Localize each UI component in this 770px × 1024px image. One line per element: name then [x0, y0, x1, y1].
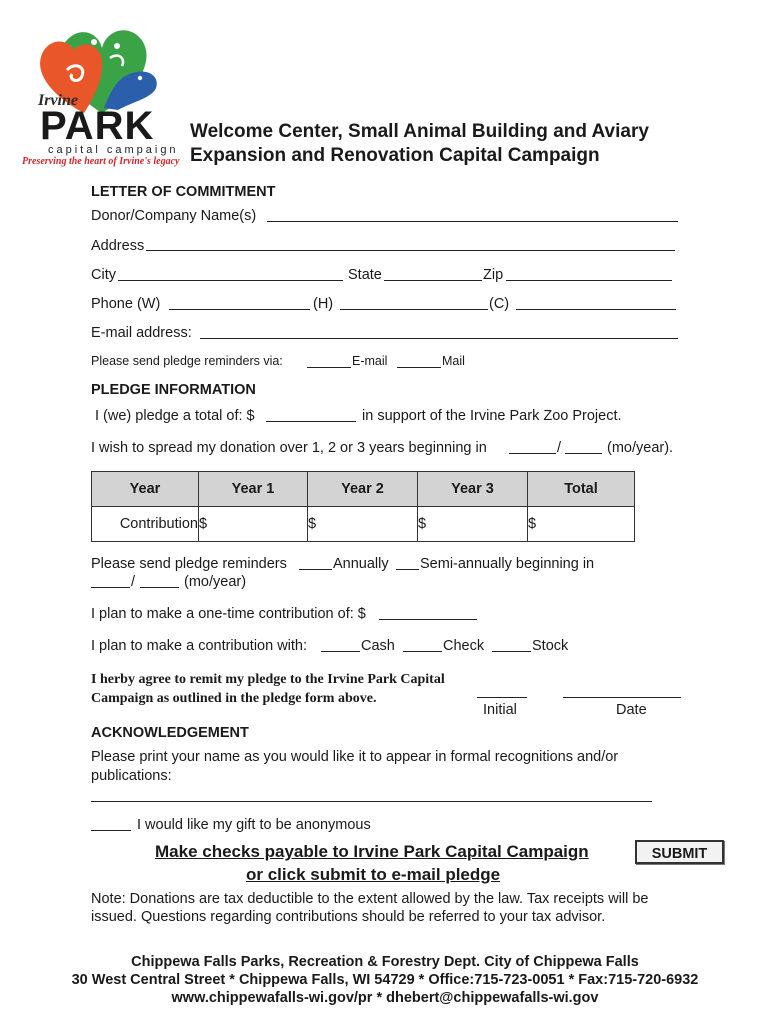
- reminders-annually-label: Annually: [333, 556, 389, 572]
- initial-label: Initial: [483, 702, 517, 718]
- logo-script-text: Irvine: [38, 92, 78, 109]
- reminder-email-label: E-mail: [352, 354, 388, 368]
- table-header-year3: Year 3: [418, 472, 528, 507]
- currency-symbol: $: [308, 516, 317, 532]
- reminders-slash: /: [131, 574, 136, 590]
- initial-field[interactable]: [477, 683, 527, 698]
- state-label: State: [348, 267, 382, 283]
- acknowledgement-instruction-1: Please print your name as you would like it to appear in formal recognitions and/or: [91, 749, 619, 765]
- reminders-suffix: (mo/year): [184, 574, 247, 590]
- page-title-line1: Welcome Center, Small Animal Building and Aviary: [190, 121, 649, 142]
- city-field[interactable]: [118, 266, 343, 281]
- address-label: Address: [91, 238, 145, 254]
- reminders-year-field[interactable]: [140, 573, 179, 588]
- email-label: E-mail address:: [91, 325, 192, 341]
- tax-note-line1: Note: Donations are tax deductible to the extent allowed by the law. Tax receipts will be: [91, 891, 649, 907]
- table-row: [92, 507, 635, 542]
- onetime-label: I plan to make a one-time contribution of: $: [91, 606, 366, 622]
- table-header-row: [92, 472, 635, 507]
- reminders-semi-label: Semi-annually beginning in: [420, 556, 595, 572]
- phone-work-label: Phone (W): [91, 296, 161, 312]
- spread-slash: /: [557, 440, 562, 456]
- pledge-total-field[interactable]: [266, 407, 356, 422]
- footer-line2: 30 West Central Street * Chippewa Falls, WI 54729 * Office:715-723-0051 * Fax:715-720-6932: [71, 972, 699, 988]
- tax-note-line2: issued. Questions regarding contributions should be referred to your tax advisor.: [91, 909, 606, 925]
- zip-field[interactable]: [506, 266, 672, 281]
- reminder-email-blank[interactable]: [307, 353, 351, 368]
- spread-year-field[interactable]: [565, 439, 602, 454]
- submit-button[interactable]: SUBMIT: [635, 840, 724, 864]
- donor-name-field[interactable]: [267, 207, 678, 222]
- state-field[interactable]: [384, 266, 482, 281]
- spread-month-field[interactable]: [509, 439, 556, 454]
- pledge-schedule-table: [91, 471, 635, 542]
- pledge-heading: PLEDGE INFORMATION: [91, 382, 256, 398]
- year3-amount-cell[interactable]: [418, 507, 528, 542]
- footer-line1: Chippewa Falls Parks, Recreation & Forestry Dept. City of Chippewa Falls: [131, 954, 639, 970]
- total-amount-cell[interactable]: [528, 507, 635, 542]
- acknowledgement-instruction-2: publications:: [91, 768, 172, 784]
- year2-amount-cell[interactable]: [308, 507, 418, 542]
- page-title-line2: Expansion and Renovation Capital Campaign: [190, 145, 600, 166]
- method-cash-blank[interactable]: [321, 637, 360, 652]
- logo-park-text: PARK: [40, 104, 155, 148]
- anonymous-blank[interactable]: [91, 816, 131, 831]
- anonymous-label: I would like my gift to be anonymous: [137, 817, 371, 833]
- logo-subtitle: capital campaign: [48, 144, 179, 156]
- reminders-annually-blank[interactable]: [299, 555, 332, 570]
- footer-line3: www.chippewafalls-wi.gov/pr * dhebert@chippewafalls-wi.gov: [171, 990, 599, 1006]
- reminder-mail-blank[interactable]: [397, 353, 441, 368]
- recognition-name-field[interactable]: [91, 787, 652, 802]
- date-field[interactable]: [563, 683, 681, 698]
- year1-amount-cell[interactable]: [199, 507, 308, 542]
- agreement-line1: I herby agree to remit my pledge to the Irvine Park Capital: [91, 672, 445, 687]
- method-label: I plan to make a contribution with:: [91, 638, 308, 654]
- spread-suffix: (mo/year).: [607, 440, 674, 456]
- currency-symbol: $: [528, 516, 537, 532]
- zip-label: Zip: [483, 267, 504, 283]
- payable-line2: or click submit to e-mail pledge: [246, 865, 501, 884]
- donor-label: Donor/Company Name(s): [91, 208, 257, 224]
- reminders-label: Please send pledge reminders: [91, 556, 287, 572]
- acknowledgement-heading: ACKNOWLEDGEMENT: [91, 725, 249, 741]
- address-field[interactable]: [146, 236, 675, 251]
- phone-home-field[interactable]: [340, 295, 488, 310]
- method-check-blank[interactable]: [403, 637, 442, 652]
- logo-tagline: Preserving the heart of Irvine's legacy: [22, 156, 180, 167]
- method-cash-label: Cash: [361, 638, 395, 654]
- method-check-label: Check: [443, 638, 485, 654]
- pledge-total-suffix: in support of the Irvine Park Zoo Project.: [362, 408, 622, 424]
- reminders-month-field[interactable]: [91, 573, 130, 588]
- phone-work-field[interactable]: [169, 295, 310, 310]
- reminder-mail-label: Mail: [442, 354, 465, 368]
- table-header-year1: Year 1: [199, 472, 308, 507]
- city-label: City: [91, 267, 116, 283]
- method-stock-label: Stock: [532, 638, 569, 654]
- table-header-year: Year: [92, 472, 199, 507]
- contribution-row-label: Contribution: [92, 507, 199, 542]
- currency-symbol: $: [418, 516, 427, 532]
- currency-symbol: $: [199, 516, 208, 532]
- agreement-line2: Campaign as outlined in the pledge form above.: [91, 691, 377, 706]
- payable-line1: Make checks payable to Irvine Park Capital Campaign: [155, 842, 589, 861]
- phone-cell-label: (C): [489, 296, 510, 312]
- phone-cell-field[interactable]: [516, 295, 676, 310]
- reminder-via-label: Please send pledge reminders via:: [91, 354, 283, 368]
- phone-home-label: (H): [313, 296, 334, 312]
- date-label: Date: [616, 702, 647, 718]
- reminders-semi-blank[interactable]: [396, 555, 419, 570]
- pledge-total-label: I (we) pledge a total of: $: [95, 408, 255, 424]
- table-header-year2: Year 2: [308, 472, 418, 507]
- onetime-amount-field[interactable]: [379, 605, 477, 620]
- email-field[interactable]: [200, 324, 678, 339]
- method-stock-blank[interactable]: [492, 637, 531, 652]
- commitment-heading: LETTER OF COMMITMENT: [91, 184, 276, 200]
- table-header-total: Total: [528, 472, 635, 507]
- spread-label: I wish to spread my donation over 1, 2 or 3 years beginning in: [91, 440, 487, 456]
